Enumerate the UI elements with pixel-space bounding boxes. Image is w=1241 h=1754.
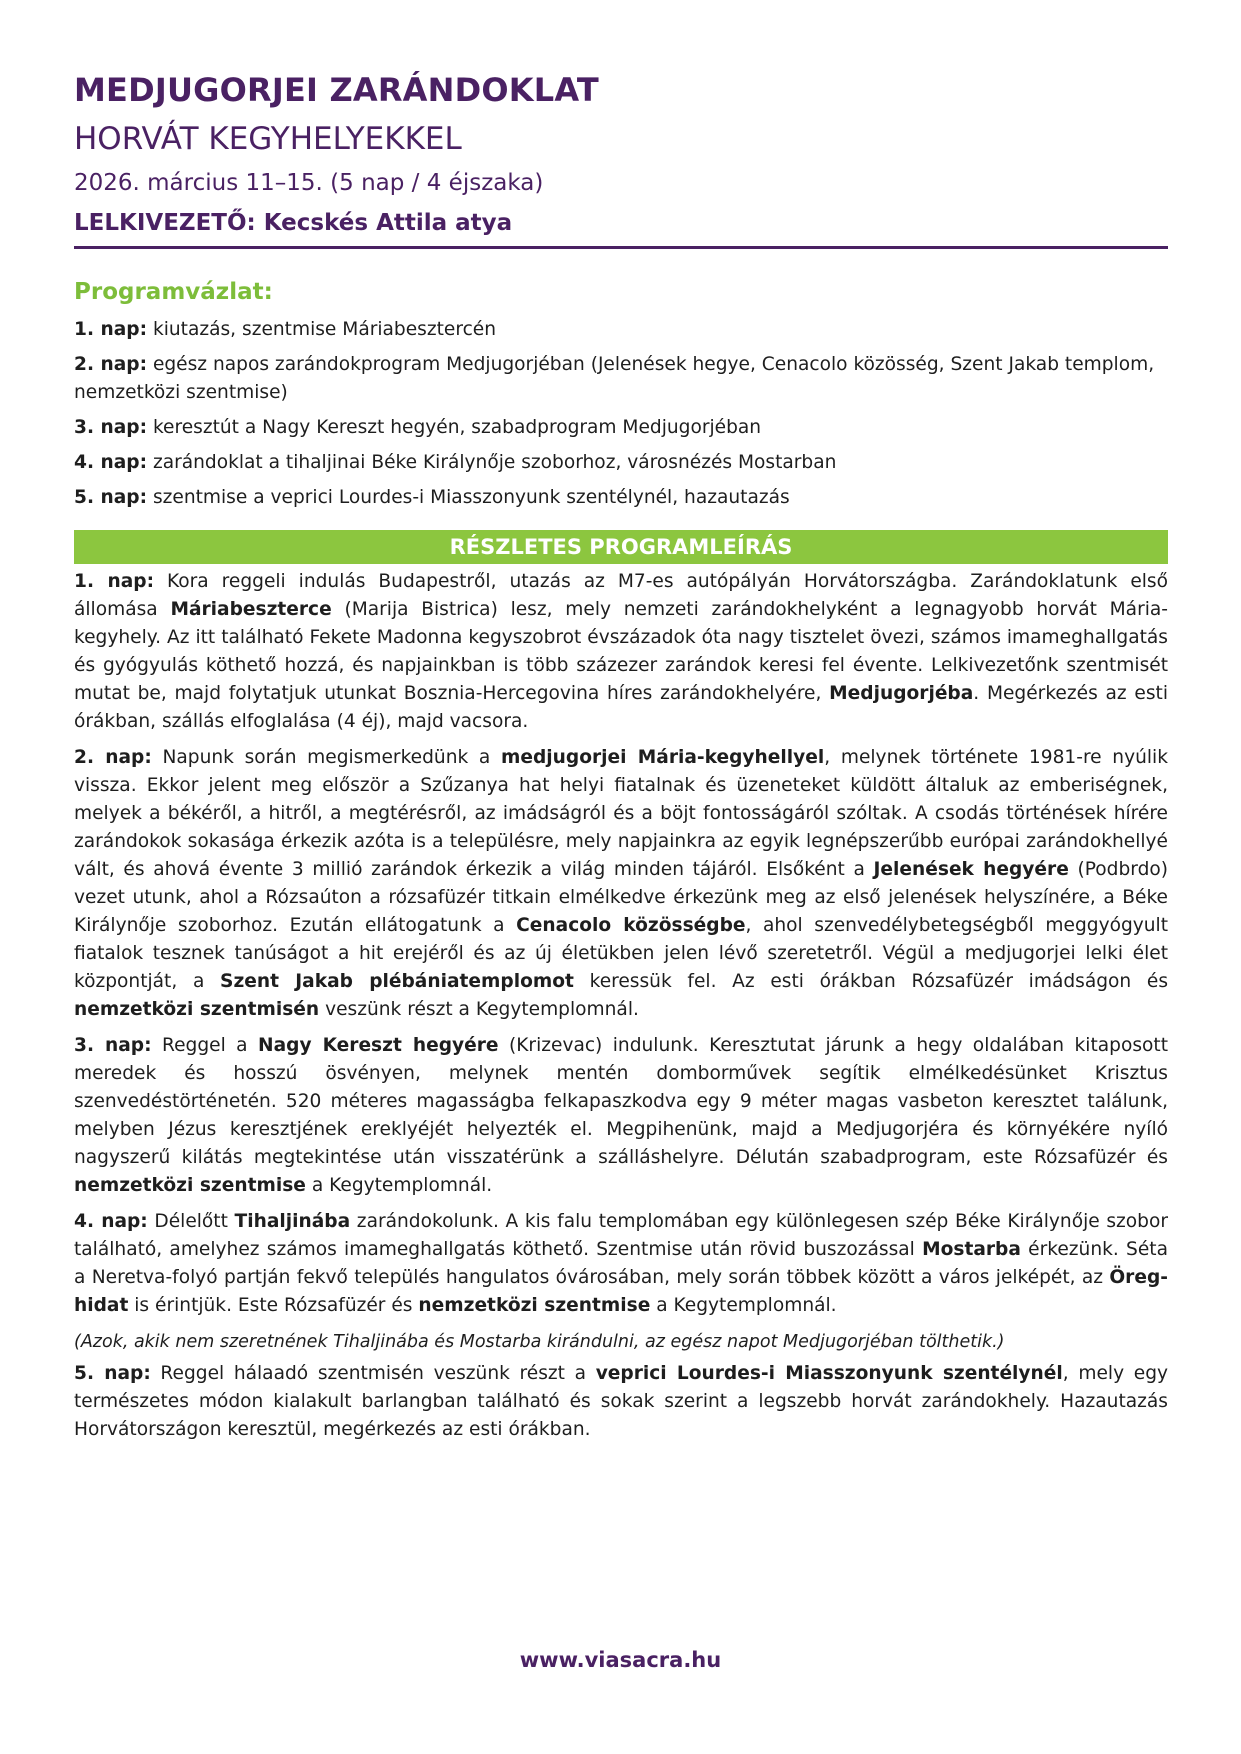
day-1-description — [74, 568, 1168, 736]
text-run: Reggel a — [151, 1035, 259, 1056]
emphasis: nemzetközi szentmisén — [74, 999, 320, 1020]
day-label: 4. nap: — [74, 1211, 148, 1232]
text-run: is érintjük. Este Rózsafüzér és — [128, 1295, 419, 1316]
document-page — [74, 66, 1168, 1444]
outline-text: kiutazás, szentmise Máriabesztercén — [152, 319, 497, 340]
leader-name: Kecskés Attila atya — [263, 210, 513, 236]
emphasis: Tihaljinába — [234, 1211, 351, 1232]
text-run: Délelőtt — [147, 1211, 235, 1232]
emphasis: medjugorjei Mária-kegyhellyel — [501, 747, 825, 768]
spiritual-leader — [74, 205, 1168, 241]
emphasis: Jelenések hegyére — [873, 859, 1069, 880]
text-run: , mely egy természetes módon kialakult barlangban található és sokak szerint a legszebb horvát zarándokhely. Hazautazás Horvátországon keresztül, megérkezés az esti órákban. — [74, 1363, 1168, 1440]
text-run: (Krizevac) indulunk. Keresztutat járunk a hegy oldalában kitaposott meredek és hosszú ösvényen, melynek mentén domborművek segítik elmélkedésünket Krisztus szenvedéstörténetén. 520 méteres magasságba felkapaszkodva egy 9 méter magas vasbeton keresztet találunk, melyben Jézus keresztjének ereklyéjét helyezték el. Megpihenünk, majd a Medjugorjéra és környékére nyíló nagyszerű kilátás megtekintése után visszatérünk a szálláshelyre. Délután szabadprogram, este Rózsafüzér és — [74, 1035, 1168, 1168]
text-run: (Marija Bistrica) lesz, mely nemzeti zarándokhelyként a legnagyobb horvát Mária-kegyhely. Az itt található Fekete Madonna kegyszobrot évszázadok óta nagy tisztelet övezi, számos imameghallgatás és gyógyulás köthető hozzá, és napjainkban is több százezer zarándok keresi fel évente. Lelkivezetőnk szentmisét mutat be, majd folytatjuk utunkat Bosznia-Hercegovina híres zarándokhelyére, — [74, 599, 1168, 704]
emphasis: nemzetközi szentmise — [74, 1175, 306, 1196]
outline-heading: Programvázlat: — [74, 279, 273, 305]
day-4-description — [74, 1208, 1168, 1320]
day-label: 3. nap: — [74, 1035, 152, 1056]
text-run: (Podbrdo) vezet utunk, ahol a Rózsaúton a rózsafüzér titkain elmélkedve érkezünk meg az első jelenések helyszínére, a Béke Királynője szoborhoz. Ezután ellátogatunk a — [74, 859, 1168, 936]
header-divider — [74, 246, 1168, 249]
emphasis: nemzetközi szentmise — [418, 1295, 651, 1316]
outline-text: zarándoklat a tihaljinai Béke Királynője szoborhoz, városnézés Mostarban — [152, 452, 837, 473]
outline-item — [74, 316, 1168, 344]
text-run: Napunk során megismerkedünk a — [151, 747, 502, 768]
text-run: . Megérkezés az esti órákban, szállás elfoglalása (4 éj), majd vacsora. — [74, 683, 1168, 732]
main-title: MEDJUGORJEI ZARÁNDOKLAT — [74, 71, 599, 109]
day-2-description — [74, 744, 1168, 1024]
outline-text: keresztút a Nagy Kereszt hegyén, szabadprogram Medjugorjéban — [152, 417, 762, 438]
footer-website-link[interactable]: www.viasacra.hu — [519, 1648, 722, 1672]
optional-note: (Azok, akik nem szeretnének Tihaljinába és Mostarba kirándulni, az egész napot Medjugorjéban tölthetik.) — [74, 1332, 1005, 1352]
text-run: a Kegytemplomnál. — [305, 1175, 493, 1196]
text-run: zarándokolunk. A kis falu templomában egy különlegesen szép Béke Királynője szobor található, amelyhez számos imameghallgatás köthető. Szentmise után rövid buszozással — [74, 1211, 1168, 1260]
outline-text: szentmise a veprici Lourdes-i Miasszonyunk szentélynél, hazautazás — [152, 487, 790, 508]
outline-item — [74, 449, 1168, 477]
emphasis: Mostarba — [922, 1239, 1021, 1260]
text-run: a Kegytemplomnál. — [650, 1295, 837, 1316]
outline-day: 4. nap: — [74, 452, 148, 473]
emphasis: Nagy Kereszt hegyére — [258, 1035, 499, 1056]
text-run: Reggel hálaadó szentmisén veszünk részt a — [150, 1363, 596, 1384]
outline-item — [74, 484, 1168, 512]
text-run: érkezünk. Séta a Neretva-folyó partján fekvő település hangulatos óvárosában, mely során többek között a város jelképét, az — [74, 1239, 1168, 1288]
emphasis: veprici Lourdes-i Miasszonyunk szentélynél — [595, 1363, 1063, 1384]
emphasis: Öreg-hidat — [74, 1267, 1168, 1316]
day-label: 2. nap: — [74, 747, 152, 768]
text-run: , ahol szenvedélybetegségből meggyógyult fiatalok tesznek tanúságot a hit erejéről és az új életükben jelen lévő szeretetről. Végül a medjugorjei lelki élet központját, a — [74, 915, 1169, 992]
outline-day: 2. nap: — [74, 354, 148, 375]
emphasis: Medjugorjéba — [829, 683, 974, 704]
emphasis: Szent Jakab plébániatemplomot — [220, 971, 574, 992]
text-run: Kora reggeli indulás Budapestről, utazás az M7-es autópályán Horvátországba. Zarándoklatunk első állomása — [74, 571, 1168, 620]
text-run: , melynek története 1981-re nyúlik vissza. Ekkor jelent meg először a Szűzanya hat helyi fiatalnak és üzeneteket küldött általuk az emberiségnek, melyek a békéről, a hitről, a megtérésről, az imádságról és a böjt fontosságáról szóltak. A csodás történések hírére zarándokok sokasága érkezik azóta is a településre, mely napjainkra az egyik legnépszerűbb európai zarándokhellyé vált, és ahová évente 3 millió zarándok érkezik a világ minden tájáról. Elsőként a — [74, 747, 1168, 880]
emphasis: Máriabeszterce — [170, 599, 332, 620]
day-5-description — [74, 1360, 1168, 1444]
emphasis: Cenacolo közösségbe — [516, 915, 746, 936]
leader-label: LELKIVEZETŐ: — [74, 210, 256, 236]
subtitle: HORVÁT KEGYHELYEKKEL — [74, 121, 462, 157]
outline-text: egész napos zarándokprogram Medjugorjéban (Jelenések hegye, Cenacolo közösség, Szent Jakab templom, nemzetközi szentmise) — [74, 354, 1155, 403]
detailed-program-heading: RÉSZLETES PROGRAMLEÍRÁS — [74, 530, 1168, 564]
text-run: veszünk részt a Kegytemplomnál. — [319, 999, 639, 1020]
outline-day: 1. nap: — [74, 319, 148, 340]
outline-day: 5. nap: — [74, 487, 148, 508]
day-label: 5. nap: — [74, 1363, 151, 1384]
day-label: 1. nap: — [74, 571, 155, 592]
day-3-description — [74, 1032, 1168, 1200]
trip-dates: 2026. március 11–15. (5 nap / 4 éjszaka) — [74, 170, 544, 196]
outline-item — [74, 414, 1168, 442]
outline-day: 3. nap: — [74, 417, 148, 438]
text-run: keressük fel. Az esti órákban Rózsafüzér imádságon és — [573, 971, 1169, 992]
outline-item — [74, 351, 1168, 407]
